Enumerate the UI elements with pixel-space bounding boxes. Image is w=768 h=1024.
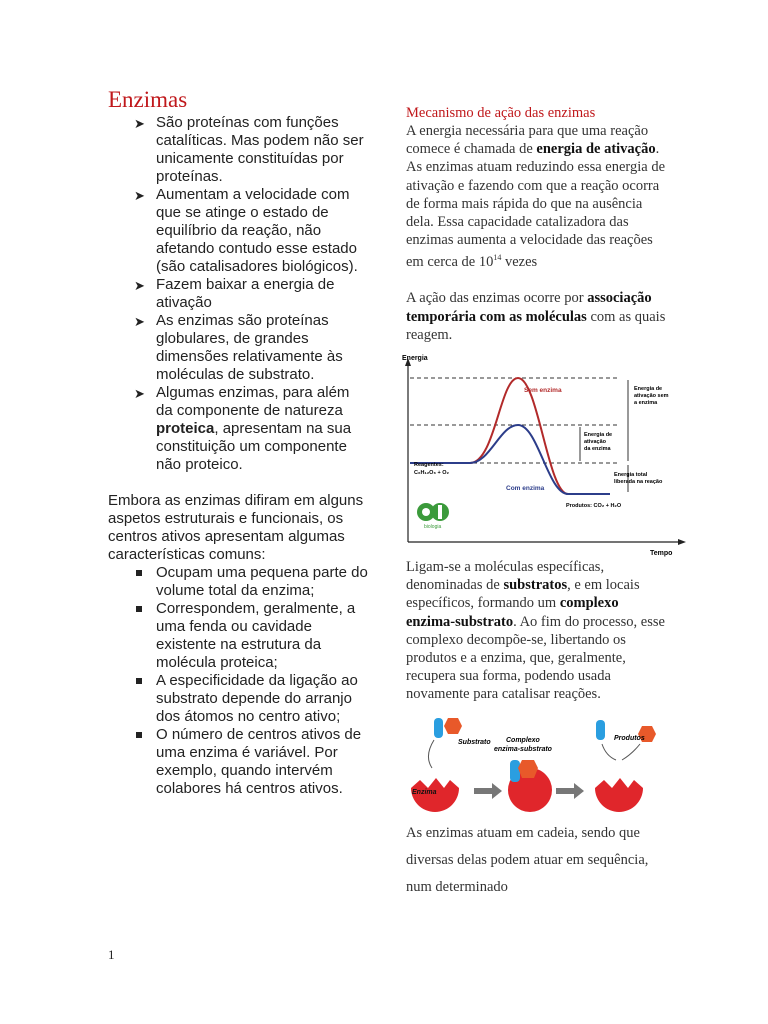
arrow-right-icon — [556, 783, 584, 799]
list-item: O número de centros ativos de uma enzima é variável. Por exemplo, quando intervém colabores há centros ativos. — [108, 726, 368, 798]
reagentes-label: Reagentes: — [414, 462, 444, 469]
arrow-bullet-icon: ➤ — [134, 116, 145, 131]
square-bullet-icon — [136, 570, 142, 576]
x-axis-arrow-icon — [678, 539, 686, 545]
label-substrato: Substrato — [458, 738, 491, 746]
section-subtitle: Mecanismo de ação das enzimas — [406, 105, 596, 121]
list-item: Ocupam uma pequena parte do volume total da enzima; — [108, 564, 368, 600]
list-item: ➤ Algumas enzimas, para além da componente de natureza proteica, apresentam na sua constituição um componente não proteico. — [134, 384, 352, 473]
arrow-bullet-icon: ➤ — [134, 386, 145, 401]
paragraph-chain: As enzimas atuam em cadeia, sendo que diversas delas podem atuar em sequência, num determinado — [406, 824, 649, 895]
list-item: Correspondem, geralmente, a uma fenda ou cavidade existente na estrutura da molécula proteica; — [108, 600, 368, 672]
arrow-bullet-icon: ➤ — [134, 314, 145, 329]
intro-paragraph: Embora as enzimas difiram em alguns aspetos estruturais e funcionais, os centros ativos apresentam algumas características comuns: — [108, 492, 364, 563]
square-bullet-list — [108, 564, 368, 798]
arrow-right-icon — [474, 783, 502, 799]
page-number: 1 — [108, 947, 115, 962]
list-item: ➤ São proteínas com funções catalíticas. Mas podem não ser unicamente constituídas por proteínas. — [134, 114, 364, 185]
list-item: ➤ As enzimas são proteínas globulares, de grandes dimensões relativamente às moléculas de substrato. — [134, 312, 343, 383]
arrow-bullet-list — [108, 114, 368, 474]
complex-molecule-icon — [508, 760, 552, 812]
list-item: ➤ Fazem baixar a energia de ativação — [134, 276, 335, 311]
left-column — [108, 86, 368, 798]
square-bullet-icon — [136, 732, 142, 738]
svg-text:biologia: biologia — [424, 524, 442, 531]
arrow-bullet-icon: ➤ — [134, 188, 145, 203]
square-bullet-icon — [136, 678, 142, 684]
label-sem-enzima: Sem enzima — [524, 387, 562, 395]
list-item: A especificidade da ligação ao substrato depende do arranjo dos átomos no centro ativo; — [108, 672, 368, 726]
arrow-release-left — [602, 744, 616, 760]
enzyme-free-molecule-icon — [595, 778, 643, 812]
annotation-sem: Energia de ativação sem a enzima — [634, 386, 669, 407]
list-item: ➤ Aumentam a velocidade com que se atinge o estado de equilíbrio da reação, não afetando contudo esse estado (são catalisadores biológicos). — [134, 186, 358, 275]
enzyme-substrate-diagram — [406, 716, 668, 816]
energy-chart — [400, 352, 690, 558]
annotation-com: Energia de ativação da enzima — [584, 432, 613, 453]
label-produtos: Produtos — [614, 734, 645, 742]
label-complexo: Complexo enzima-substrato — [494, 736, 552, 753]
y-axis-label: Energia — [402, 355, 428, 363]
square-bullet-icon — [136, 606, 142, 612]
arrow-release-right — [622, 744, 640, 760]
arrow-bullet-icon: ➤ — [134, 278, 145, 293]
right-column — [402, 104, 673, 901]
paragraph-substrates: Ligam-se a moléculas específicas, denominadas de substratos, e em locais específicos, formando um complexo enzima-substrato. Ao fim do processo, esse complexo decompõe-se, libertando os produtos e a enzima, que, geralmente, recupera sua forma, podendo usada novamente para catalisar reações. — [406, 559, 665, 703]
produtos-label: Produtos: CO₂ + H₂O — [566, 503, 622, 510]
reagentes-formula: C₆H₁₂O₆ + O₂ — [414, 470, 449, 477]
page-title: Enzimas — [108, 87, 188, 112]
annotation-total: Energia total liberada na reação — [614, 472, 663, 486]
paragraph-activation-energy: A energia necessária para que uma reação comece é chamada de energia de ativação. As enzimas atuam reduzindo essa energia de ativação e fazendo com que a reação ocorra de forma mais rápida do que na ausência dela. Essa capacidade catalizadora das enzimas aumenta a velocidade das reações em cerca de $10^{14}$ vezes — [406, 123, 666, 271]
arrow-substrate-binding — [428, 740, 434, 768]
label-com-enzima: Com enzima — [506, 485, 545, 493]
biologia-logo-icon — [417, 503, 449, 530]
paragraph-association: A ação das enzimas ocorre por associação temporária com as moléculas com as quais reagem. — [406, 290, 666, 343]
label-enzima: Enzima — [412, 788, 437, 796]
substrate-molecule-icon — [434, 718, 462, 738]
x-axis-label: Tempo — [650, 550, 673, 558]
